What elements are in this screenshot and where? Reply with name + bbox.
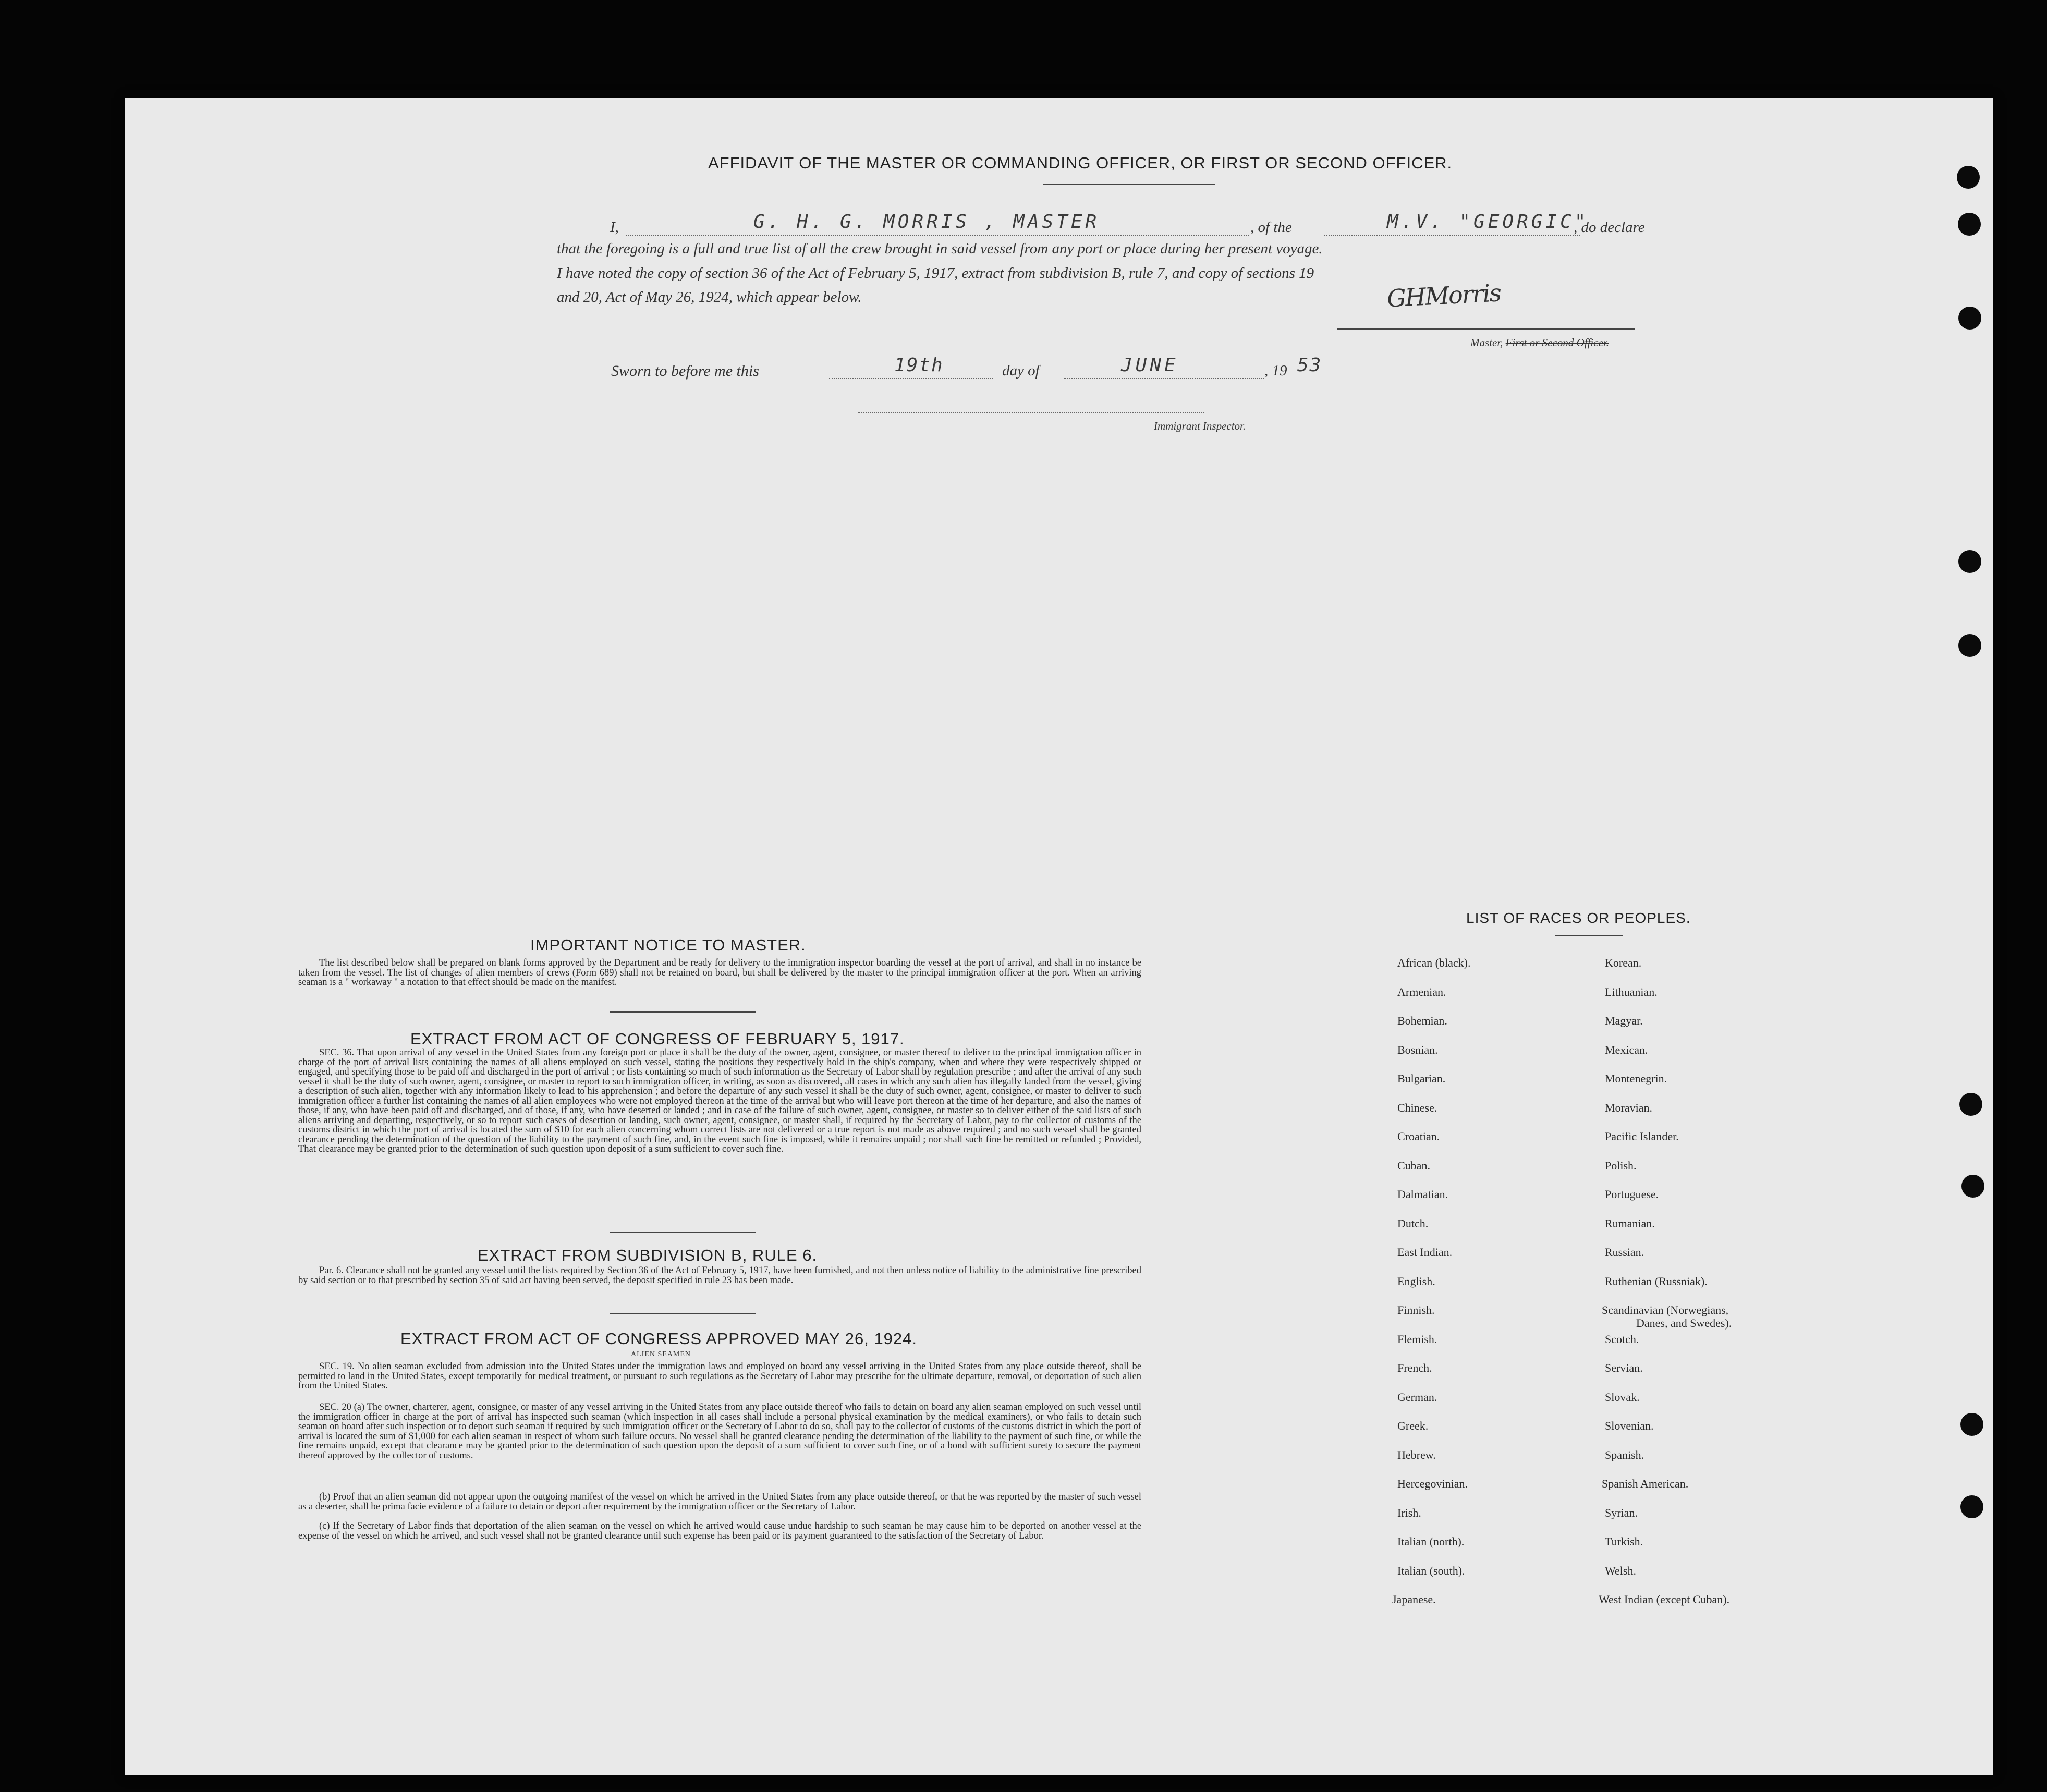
race-item: Hebrew. <box>1397 1448 1436 1461</box>
notice-title: IMPORTANT NOTICE TO MASTER. <box>530 936 806 954</box>
do-declare-label: , do declare <box>1574 219 1645 236</box>
race-item: Spanish American. <box>1602 1477 1689 1490</box>
affidavit-line-4: and 20, Act of May 26, 1924, which appear below. <box>557 289 862 306</box>
divider <box>610 1313 756 1314</box>
race-item: Moravian. <box>1605 1101 1653 1114</box>
race-item: Dalmatian. <box>1397 1188 1448 1201</box>
race-item: Hercegovinian. <box>1397 1477 1468 1490</box>
year-prefix: , 19 <box>1264 362 1287 379</box>
inspector-line <box>858 412 1204 413</box>
race-item: Italian (south). <box>1397 1564 1465 1577</box>
extract-1917-body: SEC. 36. That upon arrival of any vessel in the United States from any foreign port or place it shall be the duty of the owner, agent, consignee, or master thereof to deliver to the principal immigration officer in charge of the port of arrival lists containing the names of all aliens employed on such vessel, stating the positions they respectively hold in the ship's company, when and where they were respectively shipped or engaged, and specifying those to be paid off and discharged in the port of arrival ; or lists containing so much of such information as the Secretary of Labor shall by regulation prescribe ; and after the arrival of any such vessel it shall be the duty of such owner, agent, consignee, or master to report to such immigration officer, in writing, as soon as discovered, all cases in which any such alien has illegally landed from the vessel, giving a description of such alien, together with any information likely to lead to his apprehension ; and before the departure of any such vessel it shall be the duty of such owner, agent, consignee, or master to deliver to such immigration officer a further list containing the names of all alien employees who were not employed thereon at the time of the arrival but who will leave port thereon at the time of her departure, and also the names of those, if any, who have been paid off and discharged, and of those, if any, who have deserted or landed ; and in case of the failure of such owner, agent, consignee, or master so to deliver either of the said lists of such aliens arriving and departing, respectively, or so to report such cases of desertion or landing, such owner, agent, consignee, or master shall, if required by the Secretary of Labor, pay to the collector of customs of the customs district in which the port of arrival is located the sum of $10 for each alien concerning whom correct lists are not delivered or a true report is not made as above required ; and no such vessel shall be granted clearance pending the determination of the question of the liability to the payment of such fine, and, in the event such fine is imposed, while it remains unpaid ; nor shall such fine be remitted or refunded ; Provided, That clearance may be granted prior to the determination of such question upon deposit of a sum sufficient to cover such fine. <box>298 1047 1141 1154</box>
day-of-label: day of <box>1002 362 1040 379</box>
race-item: Russian. <box>1605 1246 1644 1259</box>
race-item: Mexican. <box>1605 1043 1648 1056</box>
punch-hole <box>1961 1175 1984 1198</box>
month-line <box>1064 378 1264 379</box>
race-item: Magyar. <box>1605 1014 1643 1027</box>
affidavit-i: I, <box>610 219 619 236</box>
race-item: Chinese. <box>1397 1101 1437 1114</box>
sec-20b-body: (b) Proof that an alien seaman did not appear upon the outgoing manifest of the vessel on which he arrived in the United States from any place outside thereof, or that he was reported by the master of such vessel as a deserter, shall be prima facie evidence of a failure to detain or deport after requirement by the immigration officer or the Secretary of Labor. <box>298 1492 1141 1512</box>
punch-hole <box>1958 634 1981 657</box>
struck-officer-title: First or Second Officer. <box>1505 336 1609 349</box>
race-item: Welsh. <box>1605 1564 1636 1577</box>
vessel-line <box>1324 235 1580 236</box>
race-item: Rumanian. <box>1605 1217 1655 1230</box>
punch-hole <box>1957 166 1980 189</box>
race-item: Polish. <box>1605 1159 1637 1172</box>
punch-hole <box>1958 307 1981 330</box>
sworn-year-entry: 53 <box>1297 355 1322 376</box>
title-underline <box>1043 184 1215 185</box>
race-item: English. <box>1397 1275 1435 1288</box>
sworn-day-entry: 19th <box>894 355 944 376</box>
race-item: Ruthenian (Russniak). <box>1605 1275 1708 1288</box>
race-item: Spanish. <box>1605 1448 1644 1461</box>
sec-20a-body: SEC. 20 (a) The owner, charterer, agent, consignee, or master of any vessel arriving in the United States from any place outside thereof who fails to detain on board any alien seaman employed on such vessel until the immigration officer in charge at the port of arrival has inspected such seaman (which inspection in all cases shall include a personal physical examination by the medical examiners), or who fails to detain such seaman on board after such inspection or to deport such seaman if required by such immigration officer or the Secretary of Labor to do so, shall pay to the collector of customs of the customs district in which the port of arrival is located the sum of $1,000 for each alien seaman in respect of whom such failure occurs. No vessel shall be granted clearance pending the determination of the liability to the payment of such fine, or while the fine remains unpaid, except that clearance may be granted prior to the determination of such question upon the deposit of a sum sufficient to cover such fine, or of a bond with sufficient surety to secure the payment thereof approved by the collector of customs. <box>298 1402 1141 1461</box>
race-item: Slovenian. <box>1605 1419 1654 1432</box>
affidavit-title: AFFIDAVIT OF THE MASTER OR COMMANDING OFFICER, OR FIRST OR SECOND OFFICER. <box>708 154 1453 172</box>
race-item: Irish. <box>1397 1506 1421 1519</box>
day-line <box>829 378 993 379</box>
race-item: Montenegrin. <box>1605 1072 1667 1085</box>
extract-1917-title: EXTRACT FROM ACT OF CONGRESS OF FEBRUARY 5, 1917. <box>410 1030 905 1048</box>
race-item: Croatian. <box>1397 1130 1440 1143</box>
punch-hole <box>1958 550 1981 573</box>
race-item: East Indian. <box>1397 1246 1453 1259</box>
race-item: Korean. <box>1605 956 1642 969</box>
race-item: Italian (north). <box>1397 1535 1465 1548</box>
sec-20c-body: (c) If the Secretary of Labor finds that deportation of the alien seaman on the vessel on which he arrived would cause undue hardship to such seaman he may cause him to be deported on another vessel at the expense of the vessel on which he arrived, and such vessel shall not be granted clearance until such expense has been paid or its payment guaranteed to the satisfaction of the Secretary of Labor. <box>298 1521 1141 1541</box>
race-item: French. <box>1397 1361 1432 1374</box>
extract-1924-title: EXTRACT FROM ACT OF CONGRESS APPROVED MAY 26, 1924. <box>400 1330 918 1348</box>
inspector-label: Immigrant Inspector. <box>1154 420 1246 432</box>
race-item: Japanese. <box>1392 1593 1436 1606</box>
race-item: Pacific Islander. <box>1605 1130 1679 1143</box>
sec-19-body: SEC. 19. No alien seaman excluded from admission into the United States under the immigration laws and employed on board any vessel arriving in the United States from any place outside thereof, shall be permitted to land in the United States, except temporarily for medical treatment, or pursuant to such regulations as the Secretary of Labor may prescribe for the ultimate departure, removal, or deportation of such alien from the United States. <box>298 1361 1141 1391</box>
race-item: Turkish. <box>1605 1535 1643 1548</box>
race-item: Finnish. <box>1397 1303 1435 1316</box>
races-title: LIST OF RACES OR PEOPLES. <box>1466 910 1691 926</box>
races-underline <box>1555 935 1623 936</box>
subdivision-body: Par. 6. Clearance shall not be granted any vessel until the lists required by Section 36 of the Act of February 5, 1917, have been furnished, and not then unless notice of liability to the administrative fine prescribed by said section or to that prescribed by section 35 of said act having been served, the deposit specified in rule 23 has been made. <box>298 1265 1141 1286</box>
race-item: Syrian. <box>1605 1506 1638 1519</box>
of-the-label: , of the <box>1250 219 1292 236</box>
race-item-continued: Danes, and Swedes). <box>1636 1316 1732 1330</box>
race-item: Cuban. <box>1397 1159 1430 1172</box>
sworn-label: Sworn to before me this <box>611 362 759 380</box>
signature-line <box>1337 328 1635 330</box>
race-item: African (black). <box>1397 956 1471 969</box>
race-item: Armenian. <box>1397 985 1446 998</box>
name-line <box>626 235 1249 236</box>
race-item: Flemish. <box>1397 1333 1437 1346</box>
affidavit-line-3: I have noted the copy of section 36 of the Act of February 5, 1917, extract from subdivision B, rule 7, and copy of sections 19 <box>557 265 1314 282</box>
master-signature: GHMorris <box>1386 278 1502 313</box>
punch-hole <box>1960 1495 1983 1518</box>
race-item: Portuguese. <box>1605 1188 1659 1201</box>
race-item: German. <box>1397 1391 1437 1404</box>
race-item: Bulgarian. <box>1397 1072 1446 1085</box>
notice-body: The list described below shall be prepared on blank forms approved by the Department and be ready for delivery to the immigration inspector boarding the vessel at the port of arrival, and shall in no instance be taken from the vessel. The list of changes of alien members of crews (Form 689) shall not be retained on board, but shall be delivered by the master to the principal immigration officer at the port. When an arriving seaman is a " workaway " a notation to that effect should be made on the manifest. <box>298 958 1141 988</box>
race-item: Bosnian. <box>1397 1043 1438 1056</box>
master-title: Master, <box>1470 336 1503 349</box>
race-item: Dutch. <box>1397 1217 1429 1230</box>
master-label <box>1470 336 1609 349</box>
race-item: West Indian (except Cuban). <box>1599 1593 1730 1606</box>
race-item: Lithuanian. <box>1605 985 1658 998</box>
race-item: Scotch. <box>1605 1333 1639 1346</box>
subdivision-title: EXTRACT FROM SUBDIVISION B, RULE 6. <box>478 1246 818 1264</box>
race-item: Greek. <box>1397 1419 1429 1432</box>
vessel-name-entry: M.V. "GEORGIC" <box>1387 211 1589 233</box>
master-name-entry: G. H. G. MORRIS , MASTER <box>753 211 1100 233</box>
divider <box>610 1232 756 1233</box>
punch-hole <box>1960 1413 1983 1436</box>
race-item: Slovak. <box>1605 1391 1640 1404</box>
punch-hole <box>1958 213 1981 236</box>
punch-hole <box>1959 1093 1982 1116</box>
affidavit-line-2: that the foregoing is a full and true list of all the crew brought in said vessel from any port or place during her present voyage. <box>557 240 1323 257</box>
alien-seamen-subtitle: ALIEN SEAMEN <box>631 1350 691 1358</box>
divider <box>610 1011 756 1013</box>
sworn-month-entry: JUNE <box>1121 355 1179 376</box>
race-item: Scandinavian (Norwegians, <box>1602 1303 1729 1316</box>
race-item: Servian. <box>1605 1361 1643 1374</box>
race-item: Bohemian. <box>1397 1014 1447 1027</box>
